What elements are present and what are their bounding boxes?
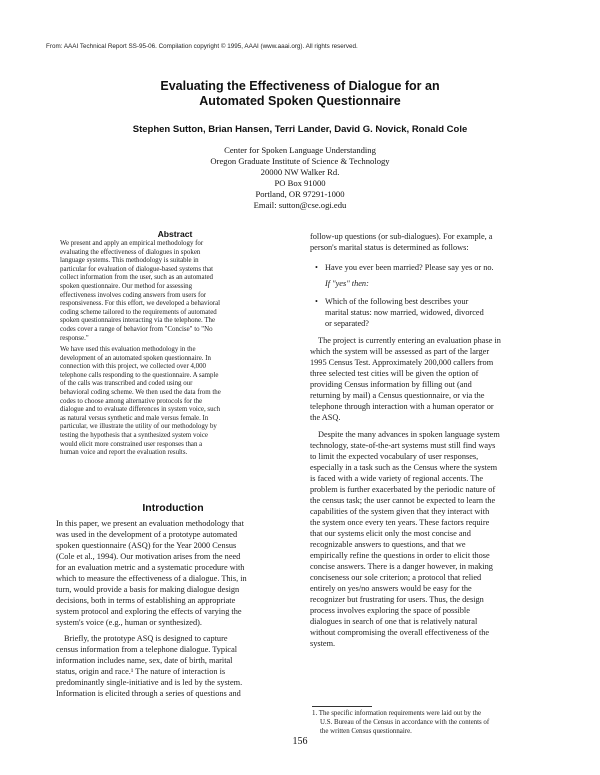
body-line: three selected test cities will be given the option of (310, 369, 479, 378)
affiliation-line: 20000 NW Walker Rd. (260, 167, 340, 177)
abstract-line: spoken questionnaire. Our method for assessing (60, 283, 193, 290)
intro-line: system protocol and exploring the effects of varying the (56, 607, 242, 616)
body-line: concise answers. There is a danger however, in making (310, 562, 493, 571)
body-line: returning by mail) a Census questionnaire, or via the (310, 391, 485, 400)
abstract-line: codes to choose among alternative protocols for the (60, 397, 203, 405)
body-line: recognizer but frustrating for users. Thus, the design (310, 595, 484, 604)
body-line: entirely on yes/no answers would be easy for the (310, 584, 472, 593)
intro-line: status, origin and race.¹ The nature of interaction is (56, 667, 226, 676)
body-line: Despite the many advances in spoken language system (318, 430, 500, 439)
abstract-line: behavioral coding scheme. We then used the data from the (60, 389, 221, 396)
intro-line: information includes name, sex, date of birth, marital (56, 656, 233, 665)
body-line: without compromising the overall effectiveness of the (310, 628, 490, 637)
abstract-line: of the calls was transcribed and coded using our (60, 380, 193, 388)
abstract-line: spoken questionnaires interacting via the telephone. The (60, 317, 216, 325)
bullet-marker: • (315, 297, 318, 306)
body-line: person's marital status is determined as follows: (310, 243, 469, 252)
body-line: dialogues in search of one that is relatively natural (310, 617, 478, 626)
body-line: The project is currently entering an evaluation phase in (318, 336, 501, 345)
example-condition: If "yes" then: (325, 279, 369, 288)
abstract-line: particular for evaluation of dialogue-based systems that (60, 265, 214, 273)
body-line: capabilities of the system given that they interact with (310, 507, 490, 516)
body-line: 1995 Census Test. Approximately 200,000 callers from (310, 358, 494, 367)
intro-line: predominantly single-initiative and is led by the system. (56, 678, 243, 687)
example-question-2: or separated? (325, 319, 369, 328)
intro-line: which to measure the effectiveness of a dialogue. This, in (56, 574, 247, 583)
body-line: telephone through interaction with a human operator or (310, 402, 494, 411)
affiliation-line: Portland, OR 97291-1000 (255, 189, 345, 199)
body-line: process involves exploring the space of possible (310, 606, 470, 615)
footnote-line: U.S. Bureau of the Census in accordance with the contents of (320, 719, 490, 726)
footnote-line: 1. The specific information requirements were laid out by the (312, 710, 482, 717)
abstract-line: testing the hypothesis that a synthesized system voice (60, 432, 208, 439)
example-question-2: Which of the following best describes your (325, 297, 469, 306)
abstract-line: would elicit more constrained user responses than a (60, 440, 203, 448)
bullet-marker: • (315, 263, 318, 272)
abstract-line: responsiveness. For this effort, we developed a behavioral (60, 300, 221, 308)
body-line: the system once every ten years. These factors require (310, 518, 490, 527)
abstract-line: dialogue and to evaluate differences in system voice, such (60, 406, 221, 414)
body-line: which the system will be assessed as part of the larger (310, 347, 490, 356)
body-line: the census task; the user cannot be expected to learn the (310, 496, 496, 505)
abstract-line: codes cover a range of behavior from "Concise" to "No (60, 326, 213, 333)
copyright-header: From: AAAI Technical Report SS-95-06. Compilation copyright © 1995, AAAI (www.aaai.org). All rights reserved. (46, 43, 358, 50)
abstract-line: as natural versus synthetic and male versus female. In (60, 414, 209, 422)
affiliation-email: Email: sutton@cse.ogi.edu (253, 200, 347, 210)
body-line: providing Census information by filling out (and (310, 380, 472, 389)
body-line: system. (310, 639, 336, 648)
abstract-line: connection with this project, we collected over 4,000 (60, 363, 206, 371)
abstract-line: coding scheme tailored to the requirements of automated (60, 308, 217, 316)
intro-line: In this paper, we present an evaluation methodology that (56, 519, 244, 528)
body-line: that our systems elicit only the most concise and (310, 529, 471, 538)
body-line: especially in a task such as the Census where the system (310, 463, 498, 472)
intro-line: Information is elicited through a series of questions and (56, 689, 241, 698)
body-line: is faced with a wide variety of regional accents. The (310, 474, 484, 483)
body-line: conciseness our sole criterion; a protocol that relied (310, 573, 482, 582)
title-line-2: Automated Spoken Questionnaire (199, 94, 401, 108)
abstract-line: development of an automated spoken questionnaire. In (60, 354, 211, 362)
footnote-line: the written Census questionnaire. (320, 728, 412, 735)
body-line: problem is further exacerbated by the periodic nature of (310, 485, 496, 494)
abstract-line: We present and apply an empirical methodology for (60, 240, 204, 247)
abstract-line: human voice and report the evaluation results. (60, 449, 188, 457)
abstract-heading: Abstract (157, 229, 193, 239)
example-question-1: Have you ever been married? Please say yes or no. (325, 263, 494, 272)
intro-line: Briefly, the prototype ASQ is designed to capture (64, 634, 228, 643)
body-line: the ASQ. (310, 413, 341, 422)
body-line: empirically refine the questions in order to elicit those (310, 551, 490, 560)
intro-line: turn, would provide a basis for making dialogue design (56, 585, 240, 594)
affiliation-line: Oregon Graduate Institute of Science & Technology (210, 156, 390, 166)
title-line-1: Evaluating the Effectiveness of Dialogue for an (160, 79, 440, 93)
abstract-line: effectiveness involves coding answers from users for (60, 291, 207, 299)
author-list: Stephen Sutton, Brian Hansen, Terri Lander, David G. Novick, Ronald Cole (132, 124, 468, 135)
abstract-line: evaluating the effectiveness of dialogues in spoken (60, 248, 201, 256)
intro-line: (Cole et al., 1994). Our motivation arises from the need (56, 552, 241, 561)
body-line: recognizable answers to questions, and that we (310, 540, 466, 549)
abstract-line: particular, we illustrate the utility of our methodology by (60, 423, 217, 431)
affiliation-line: Center for Spoken Language Understanding (224, 145, 376, 155)
abstract-line: collect information from the user, such as an automated (60, 274, 213, 282)
example-question-2: marital status: now married, widowed, divorced (325, 308, 484, 317)
intro-line: was used in the development of a prototype automated (56, 530, 238, 539)
intro-line: spoken questionnaire (ASQ) for the Year 2000 Census (56, 541, 237, 550)
intro-line: for an evaluation metric and a systematic procedure with (56, 563, 245, 572)
intro-line: system's voice (e.g., human or synthesized). (56, 618, 202, 627)
page-number: 156 (292, 736, 308, 747)
affiliation-line: PO Box 91000 (274, 178, 326, 188)
body-line: follow-up questions (or sub-dialogues). For example, a (310, 232, 493, 241)
introduction-heading: Introduction (142, 502, 204, 514)
intro-line: census information from a telephone dialogue. Typical (56, 645, 238, 654)
abstract-line: language systems. This methodology is suitable in (60, 257, 199, 265)
body-line: technology, state-of-the-art systems must still find ways (310, 441, 496, 450)
body-line: to limit the expected vocabulary of user responses, (310, 452, 479, 461)
abstract-line: response." (60, 334, 89, 342)
intro-line: decisions, both in terms of establishing an appropriate (56, 596, 236, 605)
abstract-line: We have used this evaluation methodology in the (60, 346, 196, 353)
abstract-line: telephone calls responding to the questionnaire. A sample (60, 371, 219, 379)
footnote-divider (312, 706, 372, 707)
